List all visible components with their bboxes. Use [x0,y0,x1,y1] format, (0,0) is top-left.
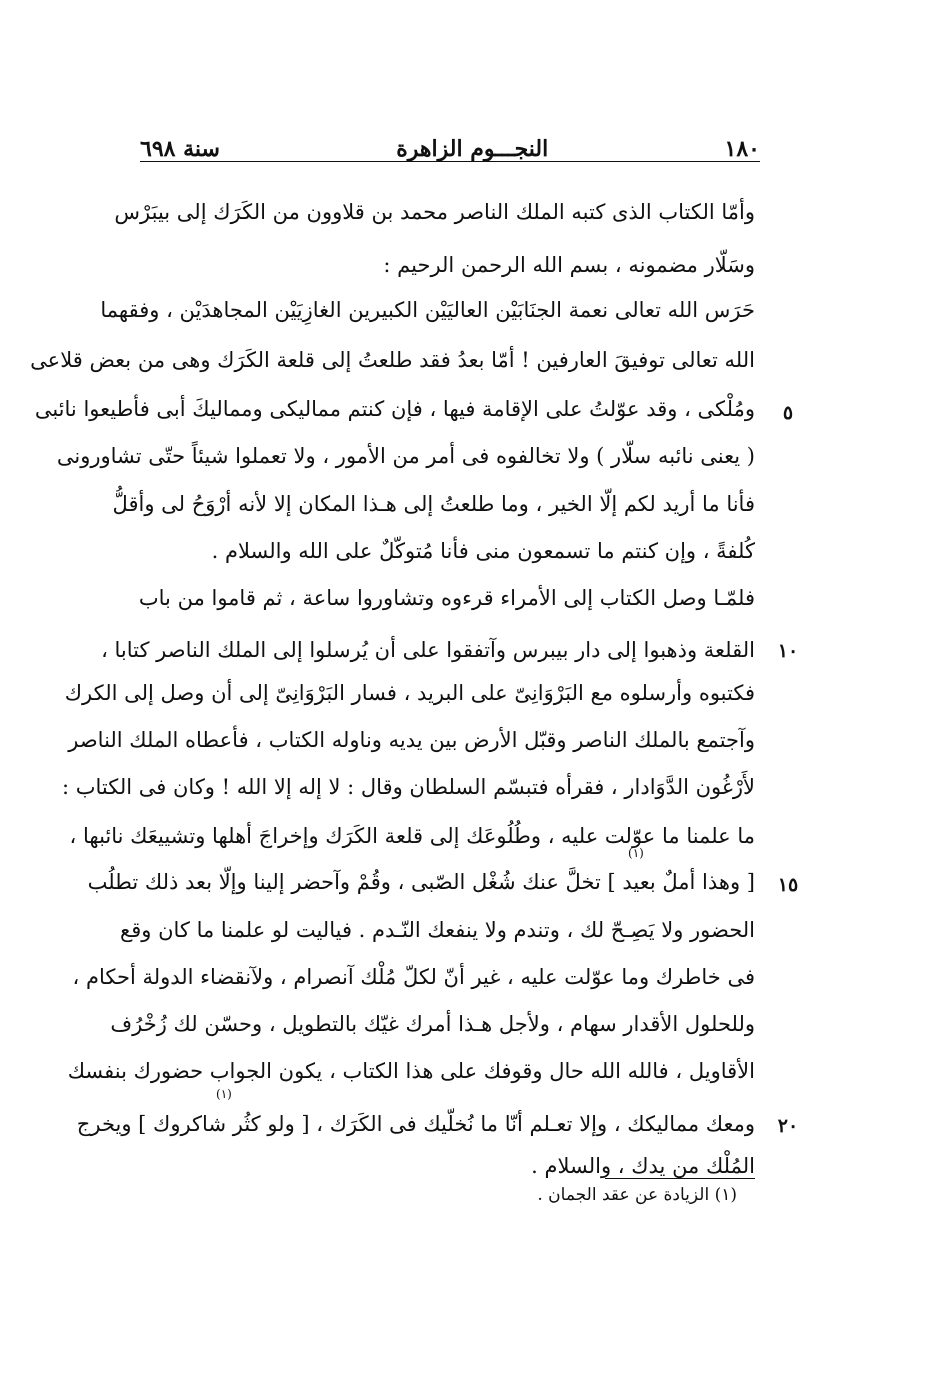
text-line-8: كُلفةً ، وإن كنتم ما تسمعون منى فأنا مُتوكّلٌ على الله والسلام . [211,539,755,563]
text-line-10: القلعة وذهبوا إلى دار بيبرس وآتفقوا على أن يُرسلوا إلى الملك الناصر كتابا ، [101,638,755,662]
text-line-21: المُلْك من يدك ، والسلام . [531,1154,755,1178]
text-line-13: لأَرْغُون الدَّوَادار ، فقرأه فتبسّم السلطان وقال : لا إله إلا الله ! وكان فى الكتاب : [62,775,755,799]
page-number: ١٨٠ [724,136,760,162]
line-number-5: ٥ [782,402,794,424]
line-number-15: ١٥ [777,874,799,896]
footnote-divider [605,1178,755,1179]
book-title: النجـــوم الزاهرة [396,136,549,162]
text-line-1: وأمّا الكتاب الذى كتبه الملك الناصر محمد بن قلاوون من الكَرَك إلى بيبَرْس [114,200,755,224]
text-line-7: فأنا ما أريد لكم إلّا الخير ، وما طلعتُ إلى هـذا المكان إلا لأنه أرْوَحُ لى وأقلُّ [112,492,755,516]
year-label: سنة ٦٩٨ [140,136,220,162]
footnote-marker: (١) [216,1087,232,1101]
text-line-4: الله تعالى توفيقَ العارفين ! أمّا بعدُ فقد طلعتُ إلى قلعة الكَرَك وهى من بعض قلاعى [30,348,755,372]
line-number-20: ٢٠ [777,1115,799,1137]
text-line-18: وللحلول الأقدار سهام ، ولأجل هـذا أمرك غيّك بالتطويل ، وحسّن لك زُخْرُف [110,1012,755,1036]
text-line-5: ومُلْكى ، وقد عوّلتُ على الإقامة فيها ، فإن كنتم مماليكى ومماليكَ أبى فأطيعوا نائبى [34,397,755,421]
running-header [140,118,760,162]
text-line-20: ومعك مماليكك ، وإلا تعـلم أنّا ما نُخلّيك فى الكَرَك ، [ ولو كثُر شاكروك ] ويخرج [76,1112,755,1136]
line-number-10: ١٠ [777,640,799,662]
text-line-2: وسَلّار مضمونه ، بسم الله الرحمن الرحيم : [383,253,755,277]
text-line-16: الحضور ولا يَصِـحّ لك ، وتندم ولا ينفعك النّـدم . فياليت لو علمنا ما كان وقع [120,918,755,942]
footnote-marker: (١) [628,846,644,860]
text-line-15: [ وهذا أملٌ بعيد ] تخلَّ عنك شُغْل الصّبى ، وقُمْ وآحضر إلينا وإلّا بعد ذلك تطلُب [87,870,755,894]
text-line-12: وآجتمع بالملك الناصر وقبّل الأرض بين يديه وناوله الكتاب ، فأعطاه الملك الناصر [68,728,755,752]
text-line-9: فلمّـا وصل الكتاب إلى الأمراء قرءوه وتشاوروا ساعة ، ثم قاموا من باب [138,586,755,610]
header-divider [140,161,760,162]
text-line-6: ( يعنى نائبه سلّار ) ولا تخالفوه فى أمر من الأمور ، ولا تعملوا شيئاً حتّى تشاورونى [56,444,755,468]
text-line-11: فكتبوه وأرسلوه مع البَرْوَانِىّ على البريد ، فسار البَرْوَانِىّ إلى أن وصل إلى الكرك [64,681,755,705]
text-line-17: فى خاطرك وما عوّلت عليه ، غير أنّ لكلّ مُلْك آنصرام ، ولآنقضاء الدولة أحكام ، [72,965,755,989]
footnote: (١) الزيادة عن عقد الجمان . [537,1185,737,1205]
text-line-3: حَرَس الله تعالى نعمة الجنَابَيْن العاليَيْن الكبيرين الغازِيَيْن المجاهدَيْن ، وفقهما [100,298,755,322]
text-line-14: ما علمنا ما عوّلت عليه ، وطُلُوعَك إلى قلعة الكَرَك وإخراجَ أهلها وتشييعَك نائبها ، [69,824,755,848]
text-line-19: الأقاويل ، فالله الله حال وقوفك على هذا الكتاب ، يكون الجواب حضورك بنفسك [67,1059,755,1083]
